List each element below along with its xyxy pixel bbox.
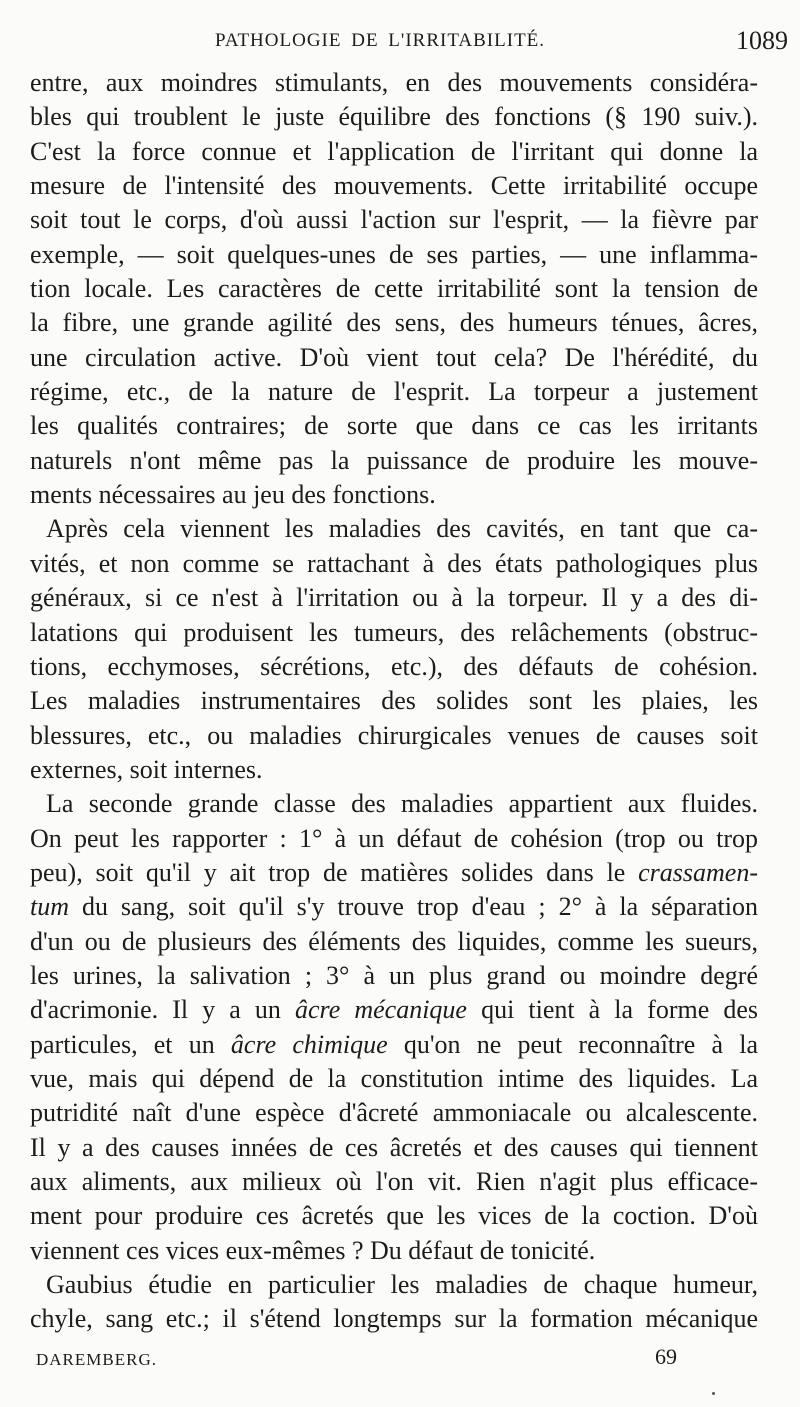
text-line: mesure de l'intensité des mouvements. Cette irritabilité occupe	[30, 171, 758, 201]
italic-term: âcre chimique	[230, 1029, 388, 1059]
text-line: exemple, — soit quelques-unes de ses parties, — une inflamma-	[30, 239, 758, 269]
text-line: soit tout le corps, d'où aussi l'action sur l'esprit, — la fièvre par	[30, 205, 758, 235]
printer-signature: DAREMBERG.	[36, 1350, 157, 1369]
paragraph-first-line: Gaubius étudie en particulier les maladies de chaque humeur,	[46, 1270, 758, 1300]
text-line: aux aliments, aux milieux où l'on vit. Rien n'agit plus efficace-	[30, 1167, 758, 1196]
text-line: d'un ou de plusieurs des éléments des liquides, comme les sueurs,	[30, 926, 758, 956]
text-line: une circulation active. D'où vient tout cela? De l'hérédité, du	[30, 342, 758, 372]
text-segment: qu'on ne peut reconnaître à la	[403, 1029, 759, 1059]
paragraph-first-line: Après cela viennent les maladies des cavités, en tant que ca-	[46, 514, 758, 544]
text-line: externes, soit internes.	[30, 754, 263, 784]
text-line: Il y a des causes innées de ces âcretés et des causes qui tiennent	[30, 1132, 758, 1162]
page-footer	[0, 1340, 800, 1380]
ink-speck	[712, 1392, 715, 1395]
text-line: entre, aux moindres stimulants, en des mouvements considéra-	[30, 68, 758, 97]
text-segment: d'acrimonie. Il y a un	[30, 995, 281, 1025]
text-line: tions, ecchymoses, sécrétions, etc.), des défauts de cohésion.	[30, 651, 758, 681]
running-head	[0, 26, 800, 60]
italic-term: crassamen-	[638, 857, 758, 887]
text-line: putridité naît d'une espèce d'âcreté ammoniacale ou alcalescente.	[30, 1098, 758, 1128]
text-line: la fibre, une grande agilité des sens, des humeurs ténues, âcres,	[30, 308, 758, 338]
text-line: vités, et non comme se rattachant à des états pathologiques plus	[30, 548, 758, 578]
text-segment: particules, et un	[30, 1029, 215, 1059]
text-line: les qualités contraires; de sorte que dans ce cas les irritants	[30, 411, 758, 441]
text-line: chyle, sang etc.; il s'étend longtemps sur la formation mécanique	[30, 1304, 758, 1334]
italic-term: âcre mécanique	[295, 995, 467, 1025]
text-line: les urines, la salivation ; 3° à un plus grand ou moindre degré	[30, 960, 758, 990]
text-line: régime, etc., de la nature de l'esprit. La torpeur a justement	[30, 377, 758, 407]
text-line	[30, 1028, 758, 1062]
text-line	[30, 856, 758, 890]
text-line: Les maladies instrumentaires des solides sont les plaies, les	[30, 686, 758, 716]
text-segment: peu), soit qu'il y ait trop de matières solides dans le	[30, 857, 626, 887]
paragraph-first-line: La seconde grande classe des maladies appartient aux fluides.	[46, 789, 758, 819]
text-line	[30, 890, 758, 924]
text-line: tion locale. Les caractères de cette irritabilité sont la tension de	[30, 274, 758, 304]
text-line: C'est la force connue et l'application de l'irritant qui donne la	[30, 136, 758, 166]
text-line: latations qui produisent les tumeurs, des relâchements (obstruc-	[30, 617, 758, 647]
text-line: On peut les rapporter : 1° à un défaut de cohésion (trop ou trop	[30, 823, 758, 853]
body-text	[30, 66, 758, 1337]
text-segment: qui tient à la forme des	[481, 995, 758, 1025]
sheet-number: 69	[655, 1344, 677, 1369]
text-line: vue, mais qui dépend de la constitution intime des liquides. La	[30, 1063, 758, 1093]
text-line: naturels n'ont même pas la puissance de produire les mouve-	[30, 445, 758, 475]
text-line: ment pour produire ces âcretés que les vices de la coction. D'où	[30, 1201, 758, 1231]
text-line: ments nécessaires au jeu des fonctions.	[30, 480, 436, 510]
page-number: 1089	[736, 26, 788, 55]
text-line: bles qui troublent le juste équilibre des fonctions (§ 190 suiv.).	[30, 102, 758, 132]
text-line: blessures, etc., ou maladies chirurgicales venues de causes soit	[30, 720, 758, 750]
text-line: viennent ces vices eux-mêmes ? Du défaut de tonicité.	[30, 1235, 596, 1265]
running-title: PATHOLOGIE DE L'IRRITABILITÉ.	[215, 30, 546, 51]
text-line	[30, 993, 758, 1027]
text-line: généraux, si ce n'est à l'irritation ou à la torpeur. Il y a des di-	[30, 583, 758, 613]
text-segment: du sang, soit qu'il s'y trouve trop d'eau ; 2° à la séparation	[81, 892, 759, 922]
italic-term: tum	[30, 892, 69, 922]
